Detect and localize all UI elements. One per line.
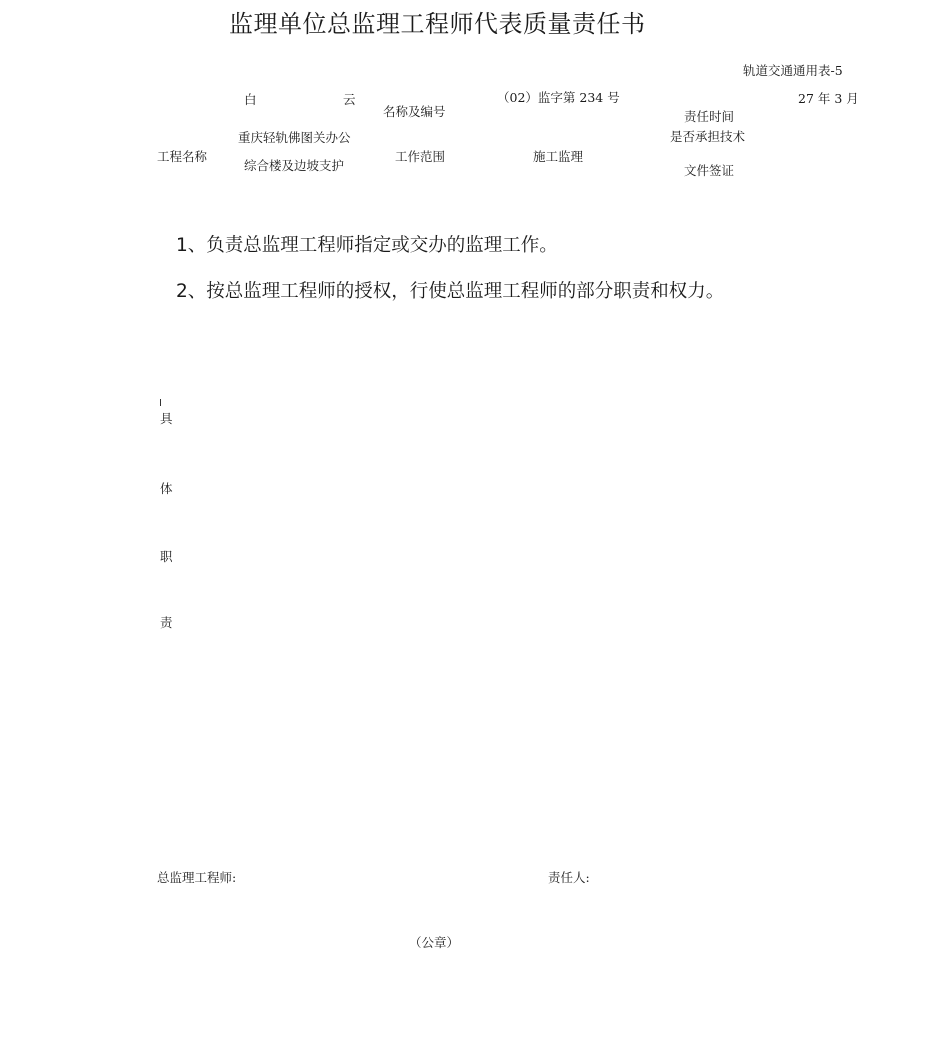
project-label: 工程名称 bbox=[157, 149, 208, 164]
responsible-person-label: 责任人: bbox=[548, 870, 590, 885]
resp-time-label: 责任时间 bbox=[684, 109, 735, 124]
margin-tick bbox=[160, 399, 161, 406]
form-code: 轨道交通通用表-5 bbox=[743, 63, 843, 78]
document-title: 监理单位总监理工程师代表质量责任书 bbox=[229, 10, 646, 38]
official-seal-label: （公章） bbox=[409, 935, 460, 950]
project-name-line1: 重庆轻轨佛图关办公 bbox=[238, 130, 351, 145]
name-code-label: 名称及编号 bbox=[383, 104, 446, 119]
duty-item-2: 2、按总监理工程师的授权，行使总监理工程师的部分职责和权力。 bbox=[176, 281, 725, 302]
tech-doc-line2: 文件签证 bbox=[684, 163, 735, 178]
duty-item-1: 1、负责总监理工程师指定或交办的监理工作。 bbox=[176, 235, 558, 256]
resp-time-value: 27 年 3 月 bbox=[798, 91, 859, 106]
scope-value: 施工监理 bbox=[533, 149, 584, 164]
name-col1: 白 bbox=[244, 92, 257, 107]
chief-engineer-label: 总监理工程师: bbox=[157, 870, 237, 885]
project-name-line2: 综合楼及边坡支护 bbox=[244, 158, 345, 173]
vertical-label-char-1: 具 bbox=[160, 411, 173, 426]
vertical-label-char-3: 职 bbox=[160, 549, 173, 564]
name-col2: 云 bbox=[343, 92, 356, 107]
vertical-label-char-2: 体 bbox=[160, 481, 173, 496]
vertical-label-char-4: 责 bbox=[160, 615, 173, 630]
scope-label: 工作范围 bbox=[395, 149, 446, 164]
name-code-value: （02）监字第 234 号 bbox=[497, 90, 620, 105]
tech-doc-line1: 是否承担技术 bbox=[670, 129, 746, 144]
